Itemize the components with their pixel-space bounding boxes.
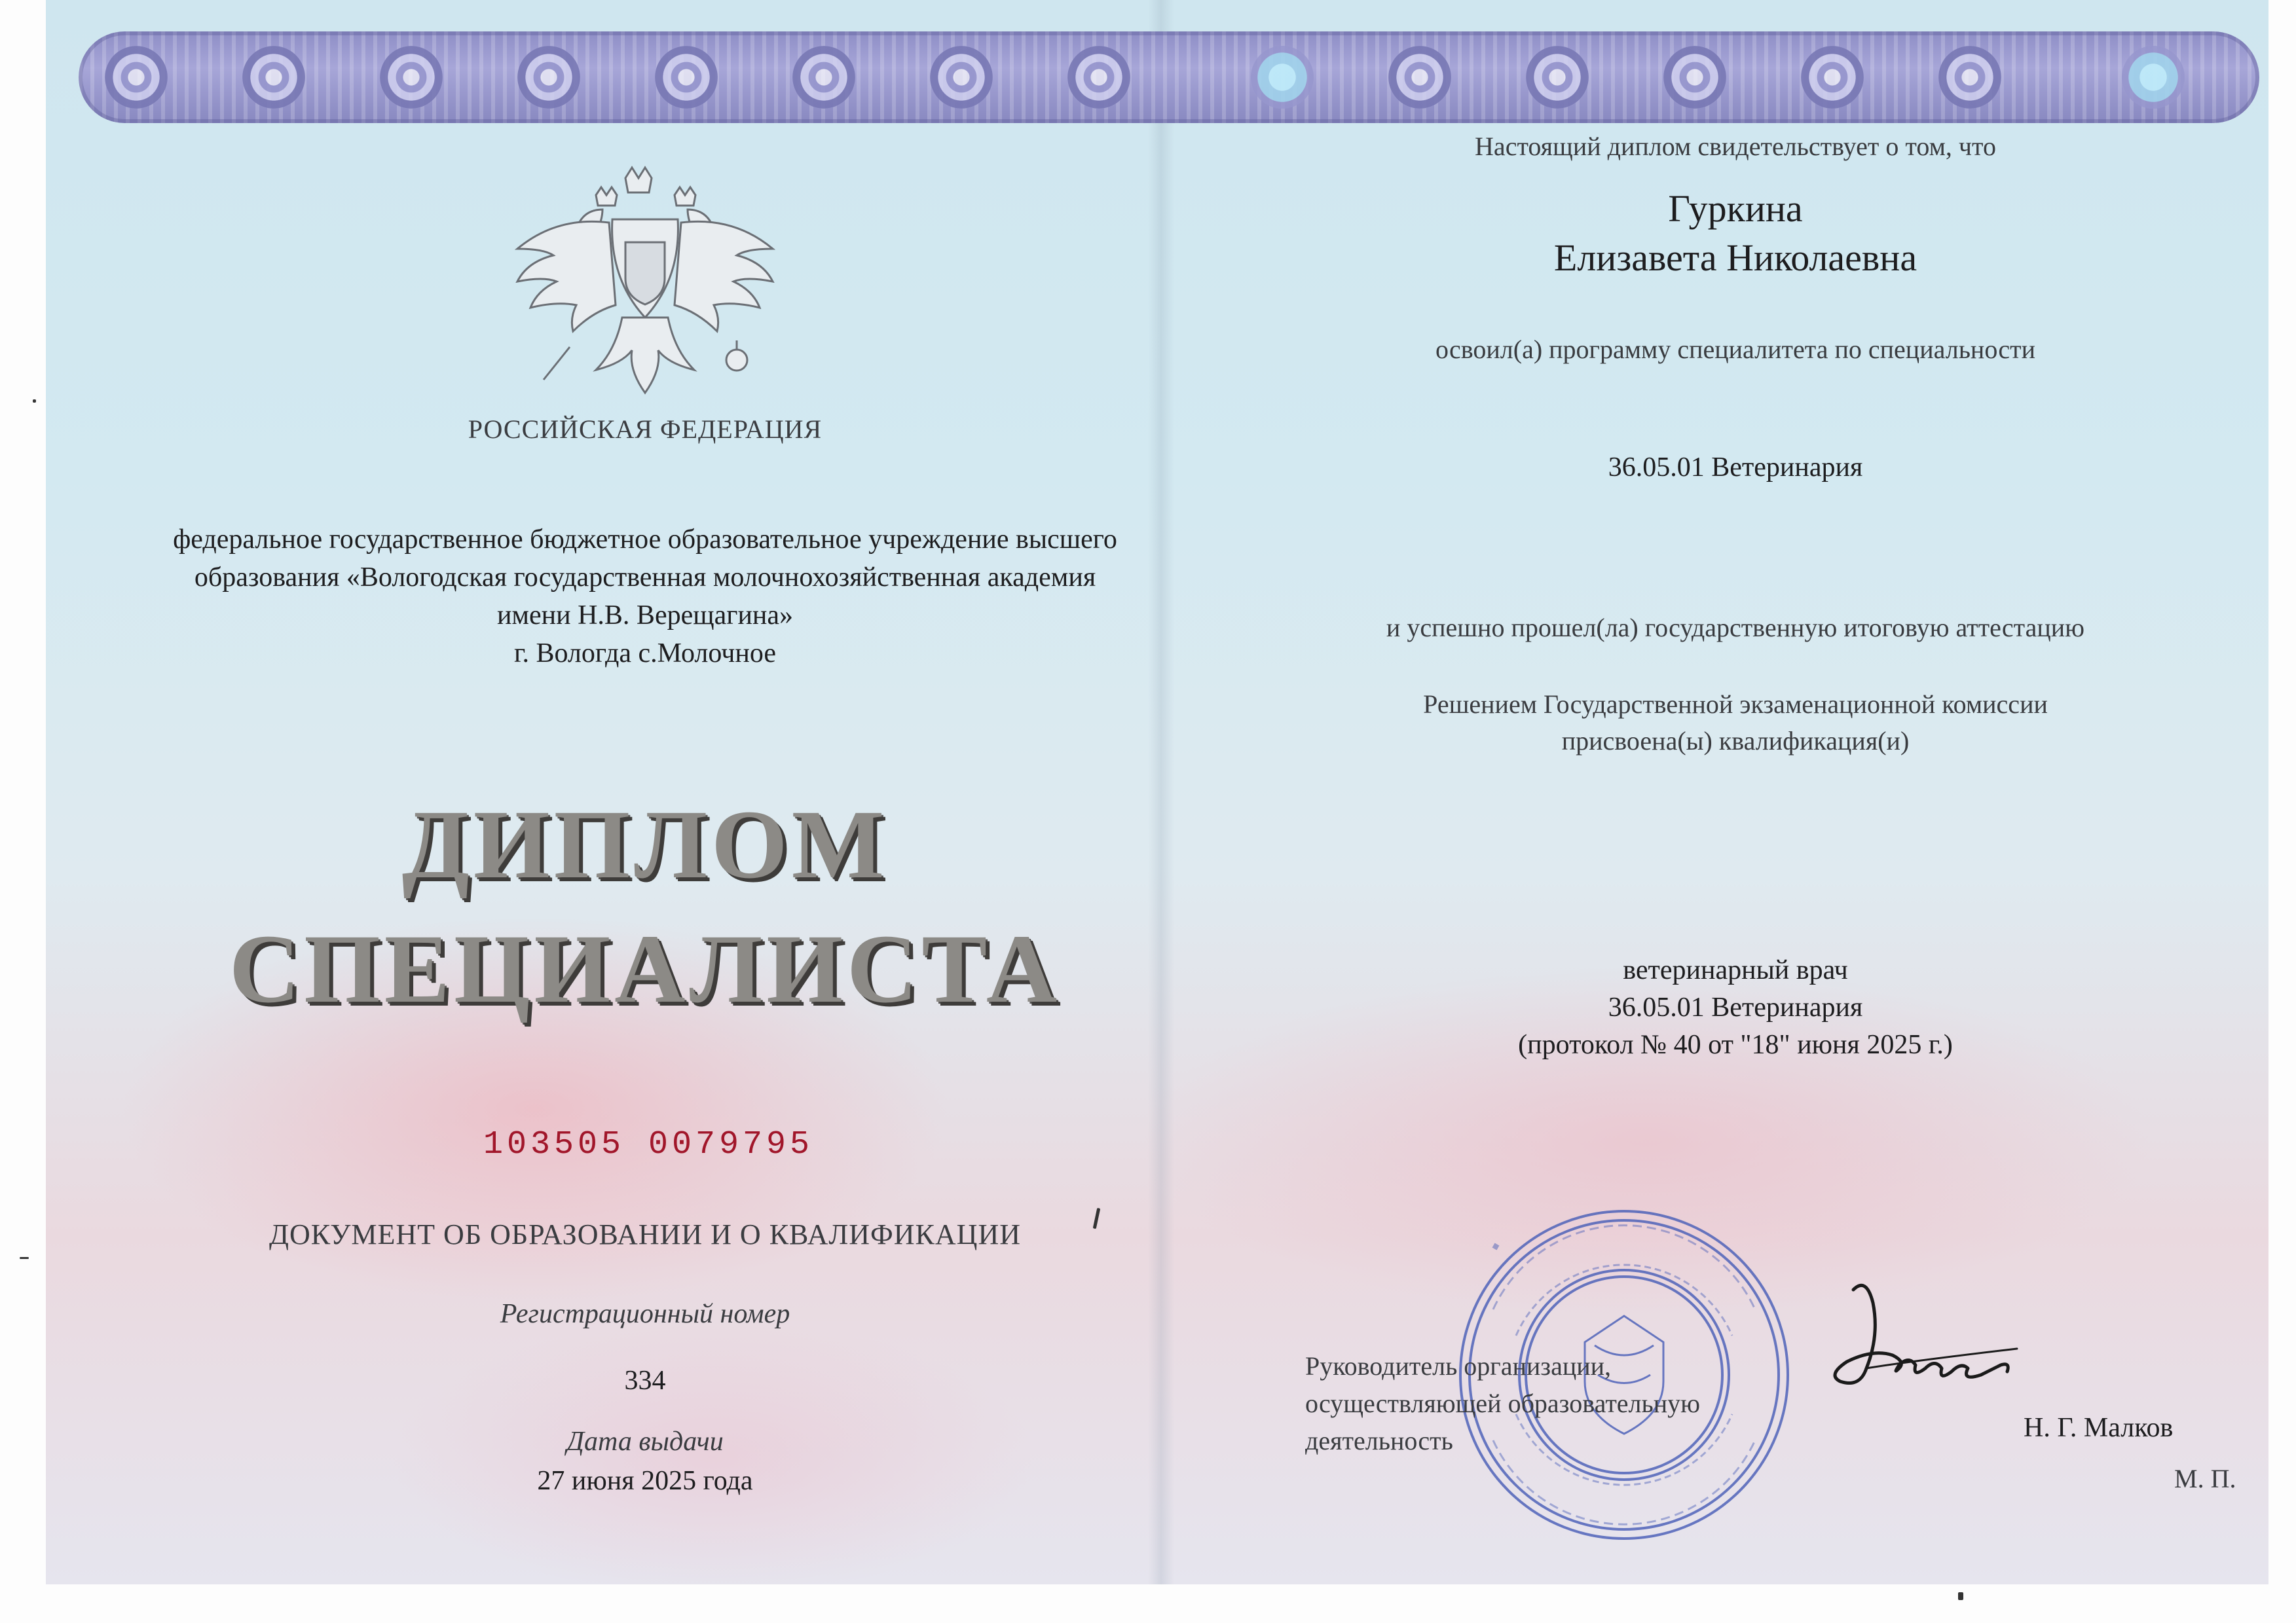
band-rosette [517,46,580,109]
band-rosette [1067,46,1130,109]
signature-icon [1827,1277,2043,1408]
band-rosette [930,46,993,109]
coat-of-arms-icon [504,164,786,412]
scan-dot [1958,1592,1963,1600]
commission-decision-line-2: присвоена(ы) квалификация(и) [1561,726,1910,756]
head-label-line-3: деятельность [1305,1426,1453,1455]
band-rosette [1388,46,1451,109]
commission-decision-line-1: Решением Государственной экзаменационной комиссии [1423,689,2048,719]
band-rosette [1663,46,1726,109]
head-label-line-1: Руководитель организации, [1305,1351,1612,1381]
institution-line-4: г. Вологда с.Молочное [513,638,777,668]
scan-dot [20,1257,29,1259]
scan-dot [33,399,36,403]
institution-line-1: федеральное государственное бюджетное образовательное учреждение высшего [173,524,1117,555]
band-rosette [1938,46,2001,109]
head-name: Н. Г. Малков [2024,1413,2174,1443]
registration-number: 334 [624,1366,666,1396]
band-rosette [2122,46,2185,109]
institution-line-2: образования «Вологодская государственная молочнохозяйственная академия [194,562,1096,593]
band-rosette [105,46,168,109]
band-rosette [1526,46,1589,109]
graduate-surname: Гуркина [1668,187,1803,230]
attestation-statement: и успешно прошел(ла) государственную итоговую аттестацию [1386,613,2085,642]
page-fold [1148,0,1174,1584]
registration-number-label: Регистрационный номер [500,1299,790,1329]
band-rosette [1801,46,1864,109]
diploma-title-word: ДИПЛОМ [401,790,889,899]
band-rosette [1251,46,1314,109]
qualification-specialty: 36.05.01 Ветеринария [1608,993,1863,1023]
program-statement: освоил(а) программу специалитета по специальности [1435,335,2035,364]
graduate-given-names: Елизавета Николаевна [1553,236,1917,279]
serial-number: 103505 0079795 [483,1126,814,1163]
seal-place-mark: М. П. [2174,1464,2236,1493]
head-label-line-2: осуществляющей образовательную [1305,1389,1701,1418]
issue-date: 27 июня 2025 года [537,1466,753,1496]
band-rosette [380,46,443,109]
country-name: РОССИЙСКАЯ ФЕДЕРАЦИЯ [468,414,823,444]
decorative-guilloche-band [79,31,2259,123]
certification-intro: Настоящий диплом свидетельствует о том, что [1475,132,1996,161]
specialty: 36.05.01 Ветеринария [1608,452,1863,483]
institution-line-3: имени Н.В. Верещагина» [496,600,794,630]
band-rosette [792,46,855,109]
protocol-reference: (протокол № 40 от "18" июня 2025 г.) [1518,1030,1953,1060]
band-rosette [655,46,718,109]
document-type: ДОКУМЕНТ ОБ ОБРАЗОВАНИИ И О КВАЛИФИКАЦИИ [268,1218,1021,1250]
issue-date-label: Дата выдачи [566,1427,724,1457]
qualification: ветеринарный врач [1623,955,1848,985]
specialist-title-word: СПЕЦИАЛИСТА [229,915,1062,1023]
band-rosette [242,46,305,109]
diploma-sheet [46,0,2268,1584]
